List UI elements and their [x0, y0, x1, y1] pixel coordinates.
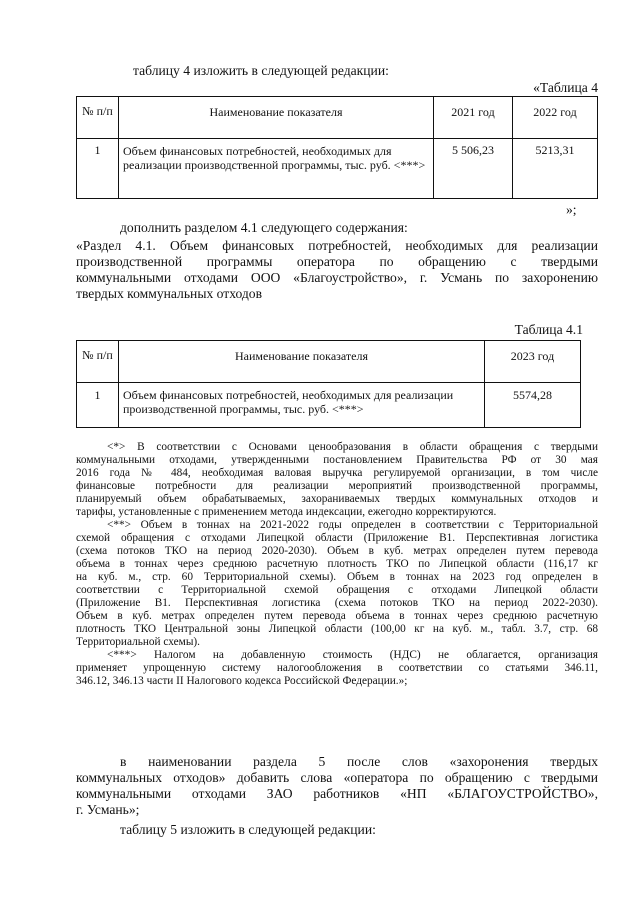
table41-caption: Таблица 4.1: [514, 322, 583, 337]
footnote-1: [76, 441, 598, 454]
footnotes: [76, 441, 598, 688]
intro-table4: таблицу 4 изложить в следующей редакции:: [133, 63, 389, 78]
table4-header-2021: 2021 год: [434, 97, 513, 139]
footnote-line: 346.12, 346.13 части II Налогового кодекса Российской Федерации.»;: [76, 675, 408, 687]
section41-title-line: коммунальными отходами ООО «Благоустройство», г. Усмань по захоронению: [76, 270, 598, 285]
section5-line: г. Усмань»;: [76, 802, 140, 817]
table4-caption: «Таблица 4: [533, 80, 598, 95]
footnote-line: тарифы, установленные с применением метода индексации, ежегодно корректируются.: [76, 506, 497, 518]
section41-title: [76, 238, 598, 302]
footnote-line: плотность ТКО Центральной зоны Липецкой области (100,00 кг на куб. м., табл. 3.7, стр. 68: [76, 623, 598, 635]
footnote-line: схемой обращения с отходами Липецкой области (Приложение В1. Перспективная логистика: [76, 532, 598, 544]
section5-line: коммунальными отходами ЗАО работников «НП «БЛАГОУСТРОЙСТВО»,: [76, 786, 598, 801]
table4-close: »;: [566, 202, 577, 217]
section5-paragraph: [76, 754, 598, 818]
section41-title-line: «Раздел 4.1. Объем финансовых потребностей, необходимых для реализации: [76, 238, 598, 253]
footnote-line: соответствии с Территориальной схемой обращения с отходами Липецкой области: [76, 584, 598, 596]
table4-header-2022: 2022 год: [513, 97, 598, 139]
footnote-line: (Приложение В1. Перспективная логистика (схема потоков ТКО на период 2022-2030).: [76, 597, 598, 609]
table4-header-name: Наименование показателя: [119, 97, 434, 139]
table-row: [77, 139, 598, 199]
footnote-line: (схема потоков ТКО на период 2020-2030). Объем в куб. метрах определен путем перевода: [76, 545, 598, 557]
table4-row-2021: 5 506,23: [434, 139, 513, 199]
footnote-line: Территориальной схемы).: [76, 636, 200, 648]
footnote-line: <***> Налогом на добавленную стоимость (НДС) не облагается, организация: [107, 649, 598, 661]
table41-header-num: № п/п: [77, 341, 119, 383]
table-row: [77, 383, 581, 428]
footnote-line: планируемый объем обрабатываемых, захораниваемых твердых коммунальных отходов и: [76, 493, 598, 505]
footnote-line: объема в тоннах через среднюю расчетную плотность ТКО по Липецкой области (116,17 кг: [76, 558, 598, 570]
table4-row-num: 1: [77, 139, 119, 199]
footnote-line: <**> Объем в тоннах на 2021-2022 годы определен в соответствии с Территориальной: [107, 519, 598, 531]
intro-table5: таблицу 5 изложить в следующей редакции:: [120, 822, 376, 837]
table4-header-num: № п/п: [77, 97, 119, 139]
section5-line: в наименовании раздела 5 после слов «захоронения твердых: [120, 754, 598, 769]
footnote-line: финансовые потребности для реализации мероприятий производственной программы,: [76, 480, 598, 492]
table41-header-2023: 2023 год: [485, 341, 581, 383]
table41-row-name: Объем финансовых потребностей, необходимых для реализации производственной программы, тыс. руб. <***>: [119, 383, 485, 428]
table41-row-2023: 5574,28: [485, 383, 581, 428]
footnote-line: 2016 года № 484, необходимая валовая выручка регулируемой организации, в том числе: [76, 467, 598, 479]
table41: [76, 340, 581, 428]
footnote-line: коммунальными отходами, утвержденными постановлением Правительства РФ от 30 мая: [76, 454, 598, 466]
table4: [76, 96, 598, 199]
table4-row-name: Объем финансовых потребностей, необходимых для реализации производственной программы, тыс. руб. <***>: [119, 139, 434, 199]
table41-header-name: Наименование показателя: [119, 341, 485, 383]
add-section-text: дополнить разделом 4.1 следующего содержания:: [120, 220, 408, 235]
table4-row-2022: 5213,31: [513, 139, 598, 199]
section5-line: коммунальных отходов» добавить слова «оператора по обращению с твердыми: [76, 770, 598, 785]
footnote-line: <*> В соответствии с Основами ценообразования в области обращения с твердыми: [107, 441, 598, 453]
footnote-line: на куб. м., стр. 60 Территориальной схемы). Объем в тоннах на 2023 год определен в: [76, 571, 598, 583]
table41-row-num: 1: [77, 383, 119, 428]
section41-title-line: производственной программы оператора по обращению с твердыми: [76, 254, 598, 269]
footnote-line: применяет упрощенную систему налогообложения в соответствии со статьями 346.11,: [76, 662, 598, 674]
section41-title-line: твердых коммунальных отходов: [76, 286, 263, 301]
footnote-line: Объем в куб. метрах определен путем перевода объема в тоннах через среднюю расчетную: [76, 610, 598, 622]
